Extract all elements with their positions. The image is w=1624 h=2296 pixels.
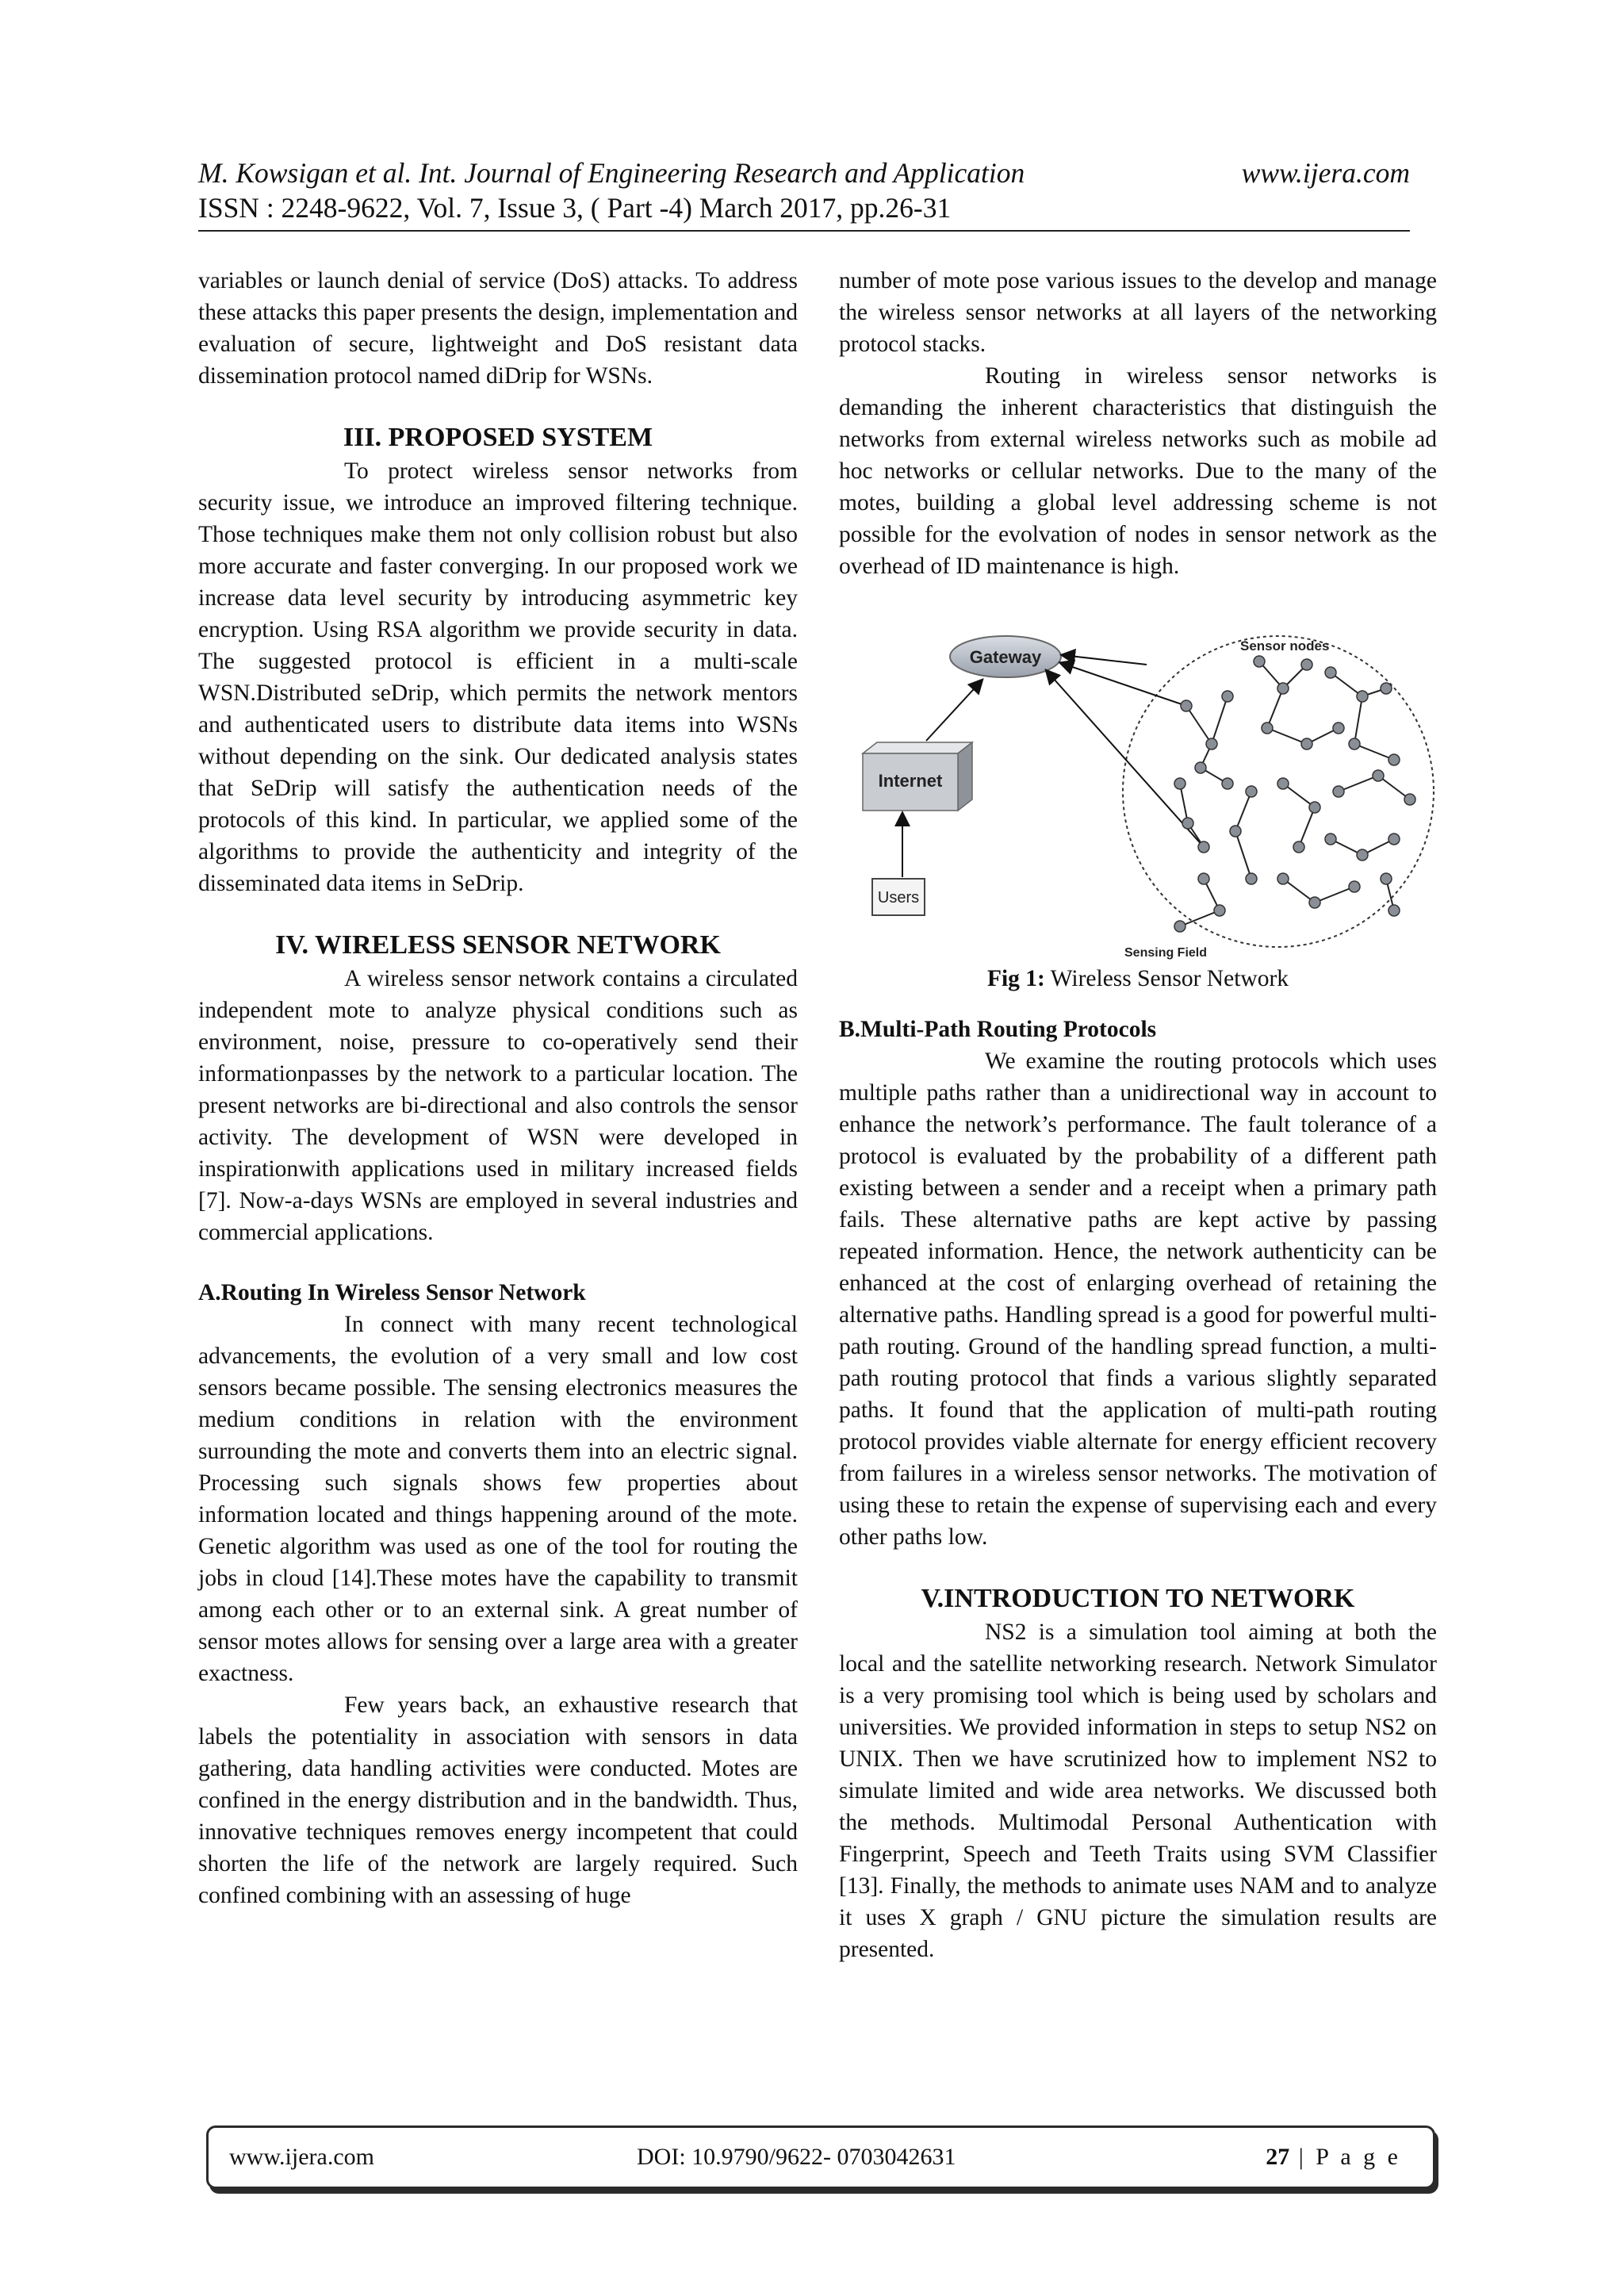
subsection-heading-multipath: B.Multi-Path Routing Protocols <box>839 1017 1157 1042</box>
multipath-paragraph: We examine the routing protocols which uses multiple paths rather than a unidirectional way in account to enhance the network’s performance. The fault tolerance of a protocol is evaluated by the probability of a different path existing between a sender and a receipt when a primary path fails. These alternative paths are kept active by passing repeated information. Hence, the network authenticity can be enhanced at the cost of enlarging overhead of retaining the alternative paths. Handling spread is a good for powerful multi-path routing. Ground of the handling spread function, a multi-path routing protocol that finds a various slightly separated paths. It found that the application of multi-path routing protocol provides viable alternate for energy efficient recovery from failures in a wireless sensor networks. The motivation of using these to retain the expense of supervising each and every other paths low. <box>839 1048 1437 1550</box>
wsn-diagram-svg <box>839 617 1437 963</box>
issn-line: ISSN : 2248-9622, Vol. 7, Issue 3, ( Part -4) March 2017, pp.26-31 <box>198 192 952 224</box>
page-number: 27 <box>1266 2144 1290 2170</box>
left-column <box>198 265 798 1911</box>
sensor-node-dots <box>1174 656 1415 932</box>
subsection-heading-routing: A.Routing In Wireless Sensor Network <box>198 1280 586 1305</box>
routing-paragraph-1: In connect with many recent technological advancements, the evolution of a very small and low cost sensors became possible. The sensing electronics measures the medium conditions in relation with the environment surrounding the mote and converts them into an electric signal. Processing such signals shows few properties about information located and things happening around of the mote. Genetic algorithm was used as one of the tool for routing the jobs in cloud [14].These motes have the capability to transmit among each other or to an external sink. A great number of sensor motes allows for sensing over a large area with a greater exactness. <box>198 1312 798 1686</box>
caption-text: Wireless Sensor Network <box>1050 966 1289 991</box>
journal-url[interactable]: www.ijera.com <box>1241 157 1410 189</box>
users-label: Users <box>877 889 920 907</box>
header-divider <box>198 230 1410 232</box>
right-column <box>839 265 1437 1965</box>
continued-paragraph: number of mote pose various issues to the develop and manage the wireless sensor networks at all layers of the networking protocol stacks. <box>839 268 1437 357</box>
caption-label: Fig 1: <box>986 966 1045 991</box>
page-label: | P a g e <box>1289 2144 1401 2170</box>
sensing-field-label: Sensing Field <box>1124 946 1208 960</box>
introduction-paragraph: NS2 is a simulation tool aiming at both the local and the satellite networking research. Network Simulator is a very promising tool which is being used by scholars and universities. We provided information in steps to setup NS2 on UNIX. Then we have scrutinized how to implement NS2 to simulate limited and wide area networks. We discussed both the methods. Multimodal Personal Authentication with Fingerprint, Speech and Teeth Traits using SVM Classifier [13]. Finally, the methods to animate uses NAM and to analyze it uses X graph / GNU picture the simulation results are presented. <box>839 1619 1437 1962</box>
footer-url[interactable]: www.ijera.com <box>229 2144 374 2170</box>
sensor-nodes-label: Sensor nodes <box>1240 638 1330 654</box>
journal-citation: M. Kowsigan et al. Int. Journal of Engineering Research and Application <box>198 157 1025 189</box>
sensor-links <box>1180 661 1410 926</box>
routing-paragraph-3: Routing in wireless sensor networks is demanding the inherent characteristics that distinguish the networks from external wireless networks such as mobile ad hoc networks or cellular networks. Due to the many of the motes, building a global level addressing scheme is not possible for the evolvation of nodes in sensor network as the overhead of ID maintenance is high. <box>839 363 1437 579</box>
wsn-paragraph: A wireless sensor network contains a circulated independent mote to analyze physical conditions such as environment, noise, pressure to co-operatively send their informationpasses by the network to a particular location. The present networks are bi-directional and also controls the sensor activity. The development of WSN were developed in inspirationwith applications used in military increased fields [7]. Now-a-days WSNs are employed in several industries and commercial applications. <box>198 966 798 1245</box>
footer-doi: DOI: 10.9790/9622- 0703042631 <box>637 2144 956 2170</box>
section-heading-proposed: III. PROPOSED SYSTEM <box>343 423 653 452</box>
routing-paragraph-2: Few years back, an exhaustive research that labels the potentiality in association with sensors in data gathering, data handling activities were conducted. Motes are confined in the energy distribution and in the bandwidth. Thus, innovative techniques removes energy incompetent that could shorten the life of the network are largely required. Such confined combining with an assessing of huge <box>198 1692 798 1908</box>
proposed-paragraph: To protect wireless sensor networks from security issue, we introduce an improved filtering technique. Those techniques make them not only collision robust but also more accurate and faster converging. In our proposed work we increase data level security by introducing asymmetric key encryption. Using RSA algorithm we provide security in data. The suggested protocol is efficient in a multi-scale WSN.Distributed seDrip, which permits the network mentors and authenticated users to distribute data items into WSNs without depending on the sink. Our dedicated analysis states that SeDrip will satisfy the authentication needs of the protocols of this kind. In particular, we applied some of the algorithms to provide the authenticity and integrity of the disseminated data items in SeDrip. <box>198 458 798 896</box>
gateway-label: Gateway <box>969 647 1042 667</box>
intro-paragraph: variables or launch denial of service (DoS) attacks. To address these attacks this paper presents the design, implementation and evaluation of secure, lightweight and DoS resistant data dissemination protocol named diDrip for WSNs. <box>198 268 798 389</box>
section-heading-introduction: V.INTRODUCTION TO NETWORK <box>921 1584 1355 1613</box>
section-heading-wsn: IV. WIRELESS SENSOR NETWORK <box>275 930 721 960</box>
running-header <box>198 155 1410 225</box>
figure-wsn-diagram <box>839 617 1437 963</box>
internet-label: Internet <box>878 771 943 791</box>
page-footer <box>206 2125 1435 2189</box>
figure-caption <box>839 963 1437 995</box>
footer-page-number <box>1266 2144 1401 2171</box>
